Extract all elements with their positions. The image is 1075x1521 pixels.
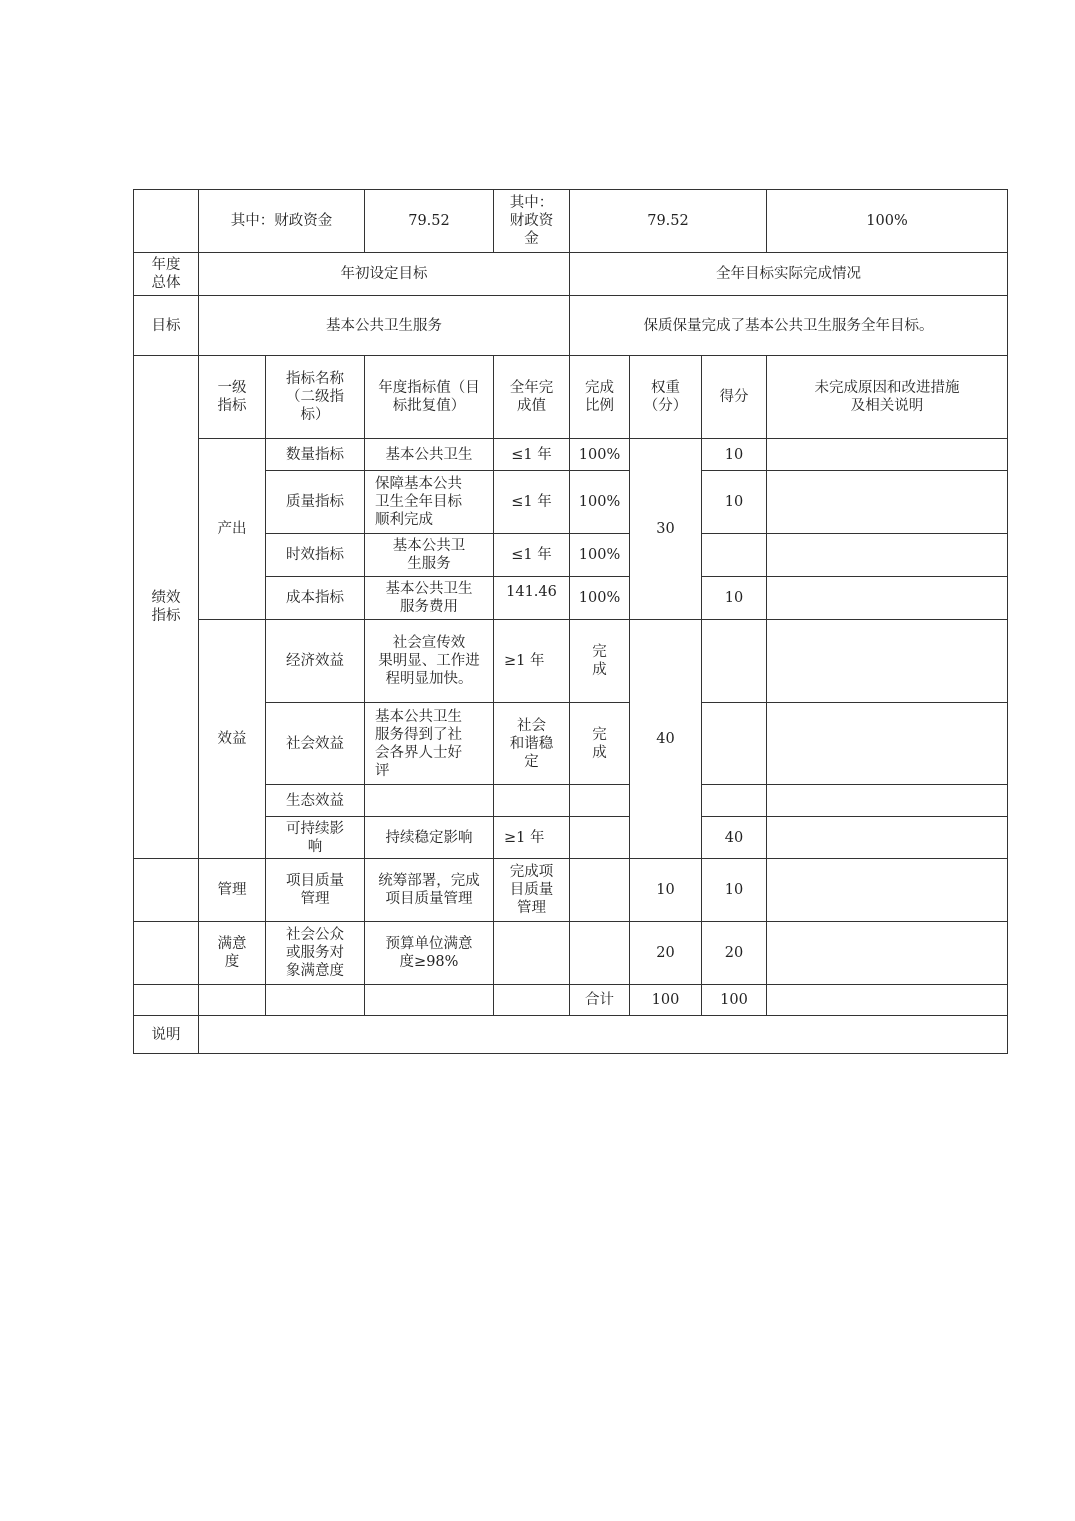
- management-weight: 10: [630, 859, 702, 922]
- output-name: 数量指标: [266, 439, 365, 471]
- actual-goal-header: 全年目标实际完成情况: [570, 253, 1008, 296]
- output-ratio: 100%: [570, 534, 630, 577]
- benefit-name: 经济效益: [266, 620, 365, 703]
- satisfaction-completed: [494, 922, 570, 985]
- output-target: 保障基本公共 卫生全年目标 顺利完成: [365, 471, 494, 534]
- header-weight: 权重 （分）: [630, 356, 702, 439]
- header-level2: 指标名称 （二级指 标）: [266, 356, 365, 439]
- management-completed: 完成项 目质量 管理: [494, 859, 570, 922]
- output-notes: [767, 577, 1008, 620]
- output-notes: [767, 471, 1008, 534]
- output-score: [702, 534, 767, 577]
- funds-rate: 100%: [767, 190, 1008, 253]
- benefit-target: 社会宣传效 果明显、工作进 程明显加快。: [365, 620, 494, 703]
- header-level1: 一级 指标: [199, 356, 266, 439]
- header-completed: 全年完 成值: [494, 356, 570, 439]
- total-empty-cell: [365, 985, 494, 1016]
- notes-label: 说明: [134, 1016, 199, 1054]
- management-ratio: [570, 859, 630, 922]
- satisfaction-notes: [767, 922, 1008, 985]
- management-target: 统筹部署，完成 项目质量管理: [365, 859, 494, 922]
- benefit-notes: [767, 817, 1008, 859]
- benefit-completed: ≥1 年: [494, 817, 570, 859]
- goal-label: 目标: [134, 296, 199, 356]
- funds-empty-cell: [134, 190, 199, 253]
- benefit-ratio: [570, 785, 630, 817]
- benefit-completed: [494, 785, 570, 817]
- output-completed: 141.46: [494, 577, 570, 620]
- output-name: 时效指标: [266, 534, 365, 577]
- output-completed: ≤1 年: [494, 439, 570, 471]
- benefit-completed: ≥1 年: [494, 620, 570, 703]
- performance-table: [133, 189, 1008, 1054]
- funds-actual: 79.52: [570, 190, 767, 253]
- benefit-ratio: 完 成: [570, 703, 630, 785]
- perf-empty-cell: [134, 859, 199, 922]
- output-target: 基本公共卫生 服务费用: [365, 577, 494, 620]
- output-ratio: 100%: [570, 577, 630, 620]
- benefit-score: [702, 620, 767, 703]
- benefit-ratio: [570, 817, 630, 859]
- benefit-notes: [767, 785, 1008, 817]
- benefit-target: 基本公共卫生 服务得到了社 会各界人士好 评: [365, 703, 494, 785]
- funds-label: 其中：财政资金: [199, 190, 365, 253]
- perf-label: 绩效 指标: [134, 356, 199, 859]
- benefit-label: 效益: [199, 620, 266, 859]
- benefit-target: [365, 785, 494, 817]
- benefit-score: 40: [702, 817, 767, 859]
- output-ratio: 100%: [570, 439, 630, 471]
- output-completed: ≤1 年: [494, 534, 570, 577]
- total-label: 合计: [570, 985, 630, 1016]
- output-score: 10: [702, 577, 767, 620]
- overall-label: 年度 总体: [134, 253, 199, 296]
- management-score: 10: [702, 859, 767, 922]
- total-empty-cell: [266, 985, 365, 1016]
- output-score: 10: [702, 471, 767, 534]
- funds-actual-label: 其中： 财政资 金: [494, 190, 570, 253]
- benefit-completed: 社会 和谐稳 定: [494, 703, 570, 785]
- satisfaction-ratio: [570, 922, 630, 985]
- benefit-target: 持续稳定影响: [365, 817, 494, 859]
- initial-goal-header: 年初设定目标: [199, 253, 570, 296]
- satisfaction-name: 社会公众 或服务对 象满意度: [266, 922, 365, 985]
- total-empty-cell: [199, 985, 266, 1016]
- total-empty-cell: [494, 985, 570, 1016]
- output-notes: [767, 534, 1008, 577]
- total-notes: [767, 985, 1008, 1016]
- output-weight: 30: [630, 439, 702, 620]
- benefit-weight: 40: [630, 620, 702, 859]
- output-score: 10: [702, 439, 767, 471]
- header-ratio: 完成 比例: [570, 356, 630, 439]
- output-name: 质量指标: [266, 471, 365, 534]
- initial-goal: 基本公共卫生服务: [199, 296, 570, 356]
- funds-budget: 79.52: [365, 190, 494, 253]
- total-empty-cell: [134, 985, 199, 1016]
- output-label: 产出: [199, 439, 266, 620]
- header-target: 年度指标值（目 标批复值）: [365, 356, 494, 439]
- benefit-notes: [767, 620, 1008, 703]
- total-score: 100: [702, 985, 767, 1016]
- benefit-score: [702, 785, 767, 817]
- total-weight: 100: [630, 985, 702, 1016]
- management-name: 项目质量 管理: [266, 859, 365, 922]
- notes-value: [199, 1016, 1008, 1054]
- output-completed: ≤1 年: [494, 471, 570, 534]
- output-notes: [767, 439, 1008, 471]
- header-notes: 未完成原因和改进措施 及相关说明: [767, 356, 1008, 439]
- satisfaction-weight: 20: [630, 922, 702, 985]
- benefit-name: 生态效益: [266, 785, 365, 817]
- actual-goal: 保质保量完成了基本公共卫生服务全年目标。: [570, 296, 1008, 356]
- perf-empty-cell: [134, 922, 199, 985]
- benefit-score: [702, 703, 767, 785]
- benefit-name: 社会效益: [266, 703, 365, 785]
- satisfaction-target: 预算单位满意 度≥98%: [365, 922, 494, 985]
- header-score: 得分: [702, 356, 767, 439]
- output-target: 基本公共卫生: [365, 439, 494, 471]
- management-label: 管理: [199, 859, 266, 922]
- benefit-ratio: 完 成: [570, 620, 630, 703]
- output-name: 成本指标: [266, 577, 365, 620]
- satisfaction-score: 20: [702, 922, 767, 985]
- benefit-notes: [767, 703, 1008, 785]
- output-ratio: 100%: [570, 471, 630, 534]
- satisfaction-label: 满意 度: [199, 922, 266, 985]
- benefit-name: 可持续影 响: [266, 817, 365, 859]
- management-notes: [767, 859, 1008, 922]
- output-target: 基本公共卫 生服务: [365, 534, 494, 577]
